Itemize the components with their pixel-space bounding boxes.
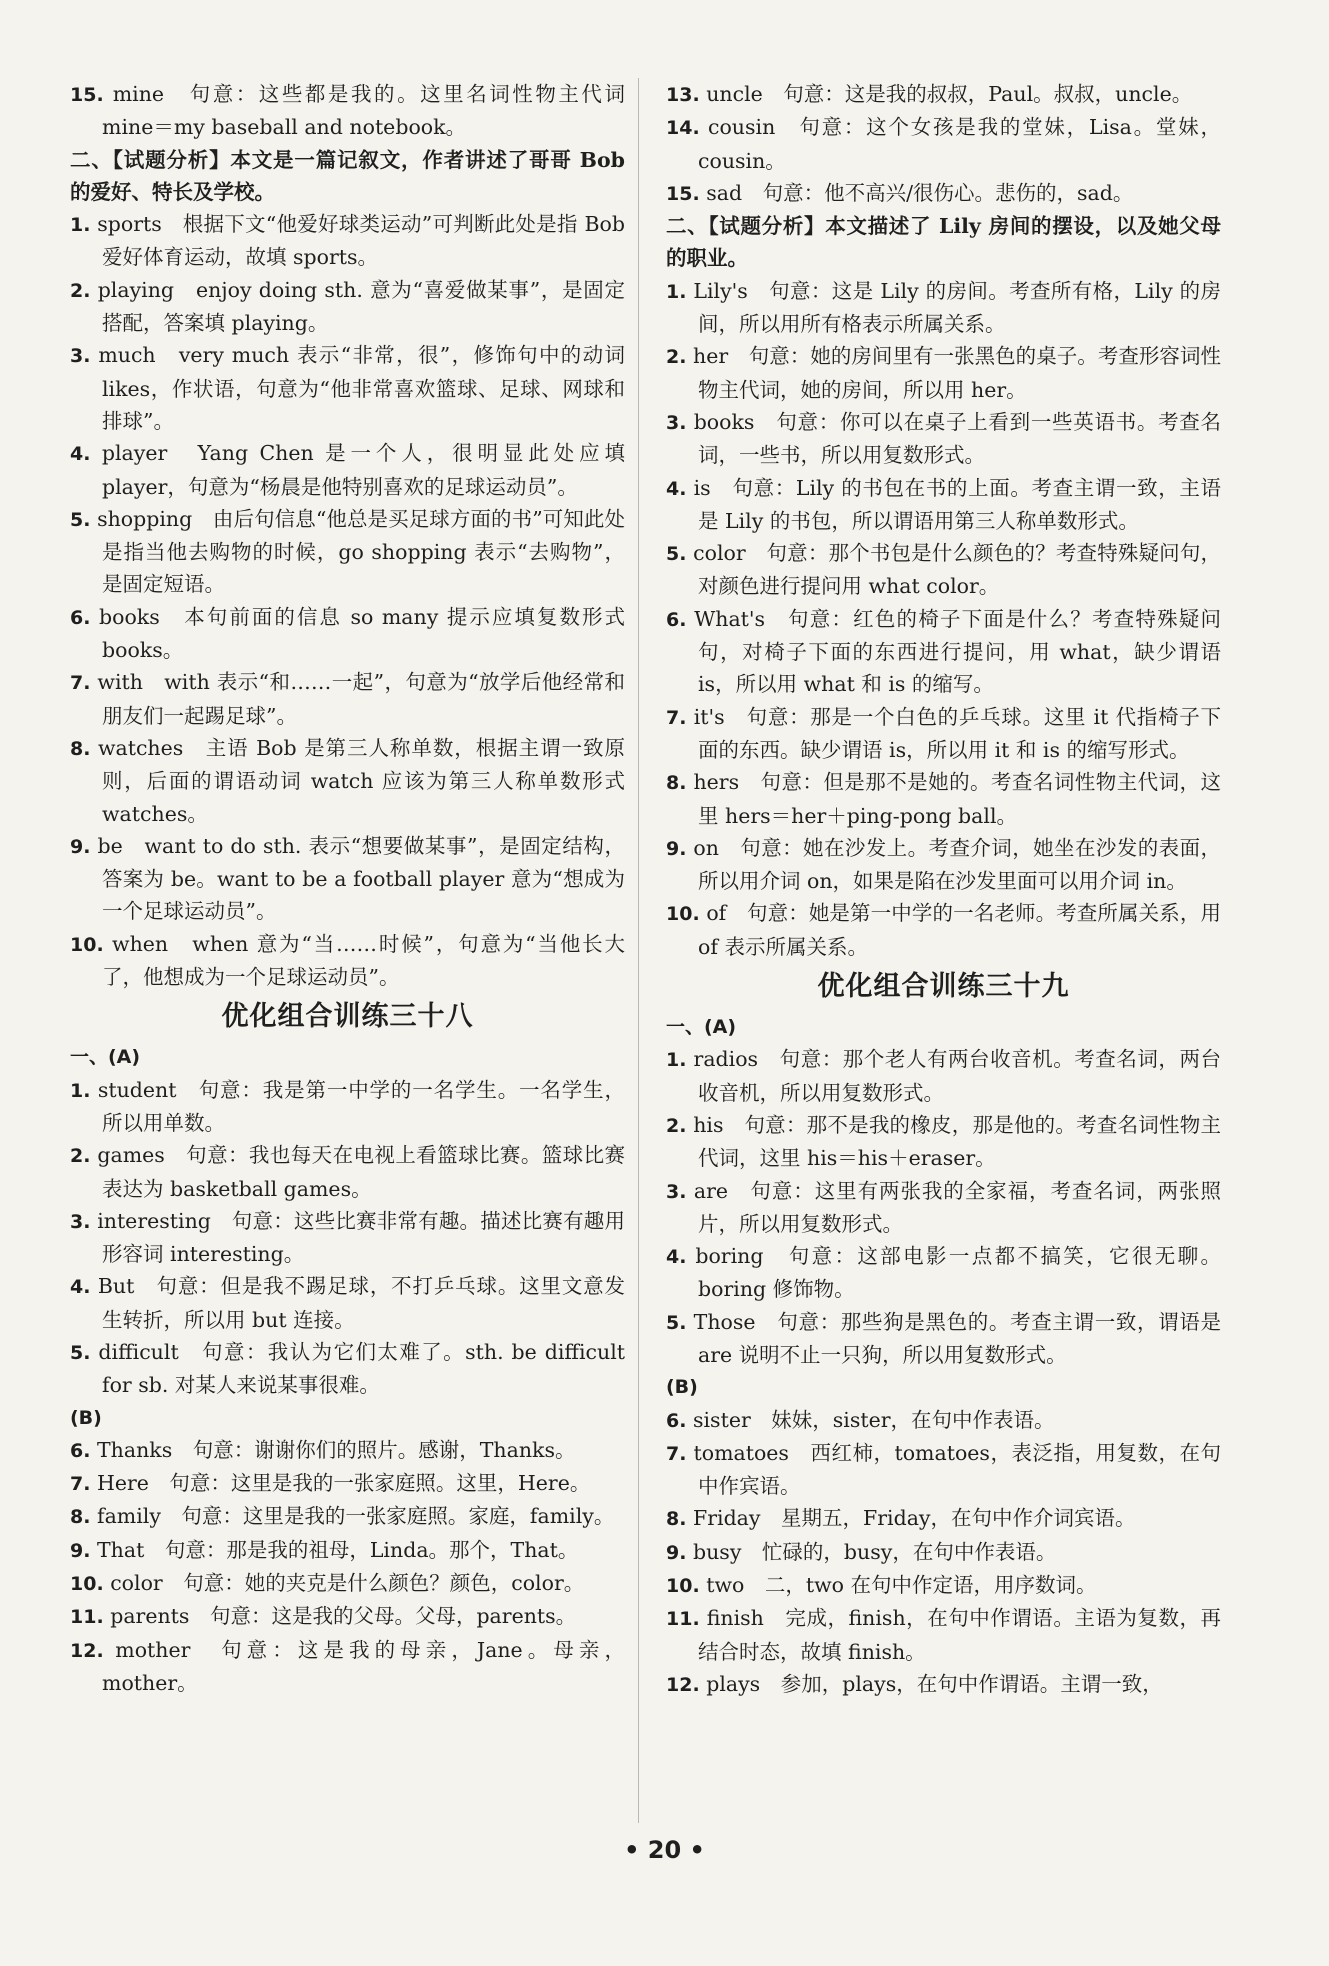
item-text: color 句意：那个书包是什么颜色的？考查特殊疑问句，对颜色进行提问用 what color。 [693, 541, 1221, 599]
answer-item [70, 1567, 625, 1600]
answer-item [70, 437, 625, 503]
item-text: his 句意：那不是我的橡皮，那是他的。考查名词性物主代词，这里 his＝his＋eraser。 [693, 1112, 1221, 1171]
answer-item [666, 701, 1221, 767]
item-number: 8. [666, 1508, 687, 1531]
answer-item [666, 1668, 1221, 1701]
item-text: mother 句意：这是我的母亲，Jane。母亲，mother。 [102, 1637, 625, 1695]
item-number: 1. [70, 1079, 91, 1102]
answer-item [666, 177, 1221, 210]
item-text: much very much 表示“非常，很”，修饰句中的动词 likes，作状语，句意为“他非常喜欢篮球、足球、网球和排球”。 [98, 343, 625, 433]
item-text: Thanks 句意：谢谢你们的照片。感谢，Thanks。 [96, 1437, 576, 1462]
item-text: when when 意为“当……时候”，句意为“当他长大了，他想成为一个足球运动员”。 [102, 931, 625, 990]
item-number: 5. [666, 1311, 687, 1334]
section-analysis: 二、【试题分析】本文是一篇记叙文，作者讲述了哥哥 Bob 的爱好、特长及学校。 [70, 147, 625, 204]
item-text: hers 句意：但是那不是她的。考查名词性物主代词，这里 hers＝her＋ping-pong ball。 [693, 770, 1221, 828]
item-text: radios 句意：那个老人有两台收音机。考查名词，两台收音机，所以用复数形式。 [693, 1047, 1221, 1105]
item-text: Those 句意：那些狗是黑色的。考查主谓一致，谓语是 are 说明不止一只狗，所以用复数形式。 [693, 1309, 1221, 1367]
item-number: 10. [666, 1575, 700, 1598]
item-number: 9. [666, 1541, 687, 1564]
item-number: 12. [666, 1673, 700, 1696]
answer-item [666, 766, 1221, 832]
answer-item [70, 1467, 625, 1500]
item-text: be want to do sth. 表示“想要做某事”，是固定结构，答案为 be。want to be a football player 意为“想成为一个足球运动员”。 [97, 833, 625, 924]
answer-item [70, 1074, 625, 1140]
item-number: 3. [666, 411, 687, 434]
item-text: it's 句意：那是一个白色的乒乓球。这里 it 代指椅子下面的东西。缺少谓语 is，所以用 it 和 is 的缩写形式。 [693, 704, 1221, 762]
item-number: 4. [666, 1246, 687, 1269]
answer-item [70, 666, 625, 732]
answer-item [70, 732, 625, 830]
item-number: 8. [70, 1506, 91, 1529]
item-number: 1. [666, 280, 687, 303]
answer-item [70, 1205, 625, 1271]
item-number: 1. [666, 1049, 687, 1072]
item-number: 15. [666, 182, 700, 205]
item-number: 7. [666, 1442, 687, 1465]
item-number: 6. [666, 1409, 687, 1432]
item-text: tomatoes 西红柿，tomatoes，表泛指，用复数，在句中作宾语。 [693, 1440, 1221, 1499]
answer-item [70, 928, 625, 994]
item-text: shopping 由后句信息“他总是买足球方面的书”可知此处是指当他去购物的时候，go shopping 表示“去购物”，是固定短语。 [97, 506, 625, 597]
answer-item [666, 897, 1221, 963]
item-text: busy 忙碌的，busy，在句中作表语。 [692, 1539, 1057, 1564]
item-text: That 句意：那是我的祖母，Linda。那个，That。 [96, 1537, 579, 1562]
item-number: 10. [666, 903, 700, 926]
item-number: 2. [666, 1114, 687, 1137]
right-column [666, 78, 1221, 1701]
answer-item [666, 1306, 1221, 1372]
item-text: plays 参加，plays，在句中作谓语。主谓一致， [706, 1671, 1163, 1696]
exercise-title: 优化组合训练三十九 [817, 971, 1070, 1003]
item-number: 9. [70, 835, 91, 858]
answer-item [666, 111, 1221, 177]
answer-item [666, 1569, 1221, 1602]
item-number: 4. [666, 477, 687, 500]
item-text: But 句意：但是我不踢足球，不打乒乓球。这里文意发生转折，所以用 but 连接。 [97, 1274, 625, 1332]
item-number: 6. [70, 1439, 91, 1462]
item-number: 5. [666, 543, 687, 566]
item-text: with with 表示“和……一起”，句意为“放学后他经常和朋友们一起踢足球”。 [97, 670, 625, 728]
item-number: 7. [70, 1473, 91, 1496]
answer-item [70, 1434, 625, 1467]
item-text: books 句意：你可以在桌子上看到一些英语书。考查名词，一些书，所以用复数形式。 [693, 409, 1221, 468]
answer-item [666, 1175, 1221, 1241]
item-number: 3. [666, 1180, 687, 1203]
item-number: 11. [666, 1608, 700, 1631]
item-number: 8. [70, 737, 91, 760]
answer-item [666, 1240, 1221, 1306]
item-text: books 本句前面的信息 so many 提示应填复数形式 books。 [99, 604, 625, 663]
item-text: boring 句意：这部电影一点都不搞笑，它很无聊。boring 修饰物。 [695, 1244, 1221, 1302]
answer-item [70, 274, 625, 340]
item-text: sister 妹妹，sister，在句中作表语。 [692, 1407, 1055, 1432]
item-number: 11. [70, 1606, 104, 1629]
exercise-title: 优化组合训练三十八 [221, 1001, 474, 1033]
item-number: 14. [666, 117, 700, 140]
item-number: 6. [70, 606, 91, 629]
part-heading: 一、(A) [666, 1016, 737, 1039]
answer-item [666, 1602, 1221, 1668]
answer-item [70, 1600, 625, 1633]
item-number: 10. [70, 1573, 104, 1596]
item-text: difficult 句意：我认为它们太难了。sth. be difficult for sb. 对某人来说某事很难。 [98, 1339, 625, 1398]
answer-item [70, 78, 625, 144]
item-text: family 句意：这里是我的一张家庭照。家庭，family。 [96, 1504, 615, 1529]
page-number: • 20 • [624, 1836, 705, 1864]
answer-item [666, 472, 1221, 538]
column-divider [638, 78, 639, 1823]
answer-item [70, 601, 625, 667]
item-text: watches 主语 Bob 是第三人称单数，根据主谓一致原则，后面的谓语动词 watch 应该为第三人称单数形式 watches。 [97, 735, 625, 826]
answer-item [666, 832, 1221, 898]
section-analysis: 二、【试题分析】本文描述了 Lily 房间的摆设，以及她父母的职业。 [666, 214, 1221, 271]
item-text: games 句意：我也每天在电视上看篮球比赛。篮球比赛表达为 basketball games。 [97, 1143, 625, 1201]
answer-item [70, 1500, 625, 1533]
item-number: 7. [666, 706, 687, 729]
item-number: 1. [70, 214, 91, 237]
part-heading: (B) [666, 1376, 698, 1399]
item-number: 2. [70, 1145, 91, 1168]
item-number: 6. [666, 608, 687, 631]
item-number: 3. [70, 345, 91, 368]
answer-item [666, 78, 1221, 111]
item-number: 4. [70, 1276, 91, 1299]
answer-item [70, 1534, 625, 1567]
answer-item [666, 1536, 1221, 1569]
left-column [70, 78, 625, 1699]
item-number: 9. [70, 1539, 91, 1562]
item-number: 9. [666, 837, 687, 860]
item-text: parents 句意：这是我的父母。父母，parents。 [110, 1604, 577, 1629]
answer-item [666, 1502, 1221, 1535]
answer-item [666, 1043, 1221, 1109]
item-text: finish 完成，finish，在句中作谓语。主语为复数，再结合时态，故填 finish。 [698, 1606, 1221, 1664]
item-number: 4. [70, 443, 91, 466]
item-text: her 句意：她的房间里有一张黑色的桌子。考查形容词性物主代词，她的房间，所以用 her。 [693, 344, 1221, 402]
item-text: two 二，two 在句中作定语，用序数词。 [706, 1573, 1097, 1598]
item-number: 13. [666, 84, 700, 106]
item-text: of 句意：她是第一中学的一名老师。考查所属关系，用 of 表示所属关系。 [698, 901, 1221, 959]
answer-item [70, 1139, 625, 1205]
item-number: 12. [70, 1639, 104, 1662]
item-number: 3. [70, 1210, 91, 1233]
item-text: is 句意：Lily 的书包在书的上面。考查主谓一致，主语是 Lily 的书包，所以谓语用第三人称单数形式。 [693, 475, 1221, 533]
answer-item [666, 537, 1221, 603]
item-text: player Yang Chen 是一个人，很明显此处应填 player，句意为“杨晨是他特别喜欢的足球运动员”。 [101, 441, 625, 499]
item-text: What's 句意：红色的椅子下面是什么？考查特殊疑问句，对椅子下面的东西进行提问，用 what，缺少谓语 is，所以用 what 和 is 的缩写。 [694, 606, 1221, 697]
item-text: uncle 句意：这是我的叔叔，Paul。叔叔，uncle。 [706, 82, 1193, 106]
answer-item [70, 503, 625, 601]
item-number: 5. [70, 1341, 91, 1364]
item-number: 10. [70, 933, 104, 956]
answer-item [70, 339, 625, 437]
answer-item [666, 603, 1221, 701]
part-heading: (B) [70, 1406, 102, 1429]
item-text: cousin 句意：这个女孩是我的堂妹，Lisa。堂妹，cousin。 [698, 115, 1221, 173]
answer-item [666, 406, 1221, 472]
item-text: on 句意：她在沙发上。考查介词，她坐在沙发的表面，所以用介词 on，如果是陷在沙发里面可以用介词 in。 [693, 835, 1221, 894]
item-text: mine 句意：这些都是我的。这里名词性物主代词 mine＝my baseball and notebook。 [102, 82, 625, 140]
item-text: Friday 星期五，Friday，在句中作介词宾语。 [692, 1506, 1136, 1531]
item-text: student 句意：我是第一中学的一名学生。一名学生，所以用单数。 [97, 1077, 625, 1135]
part-heading: 一、(A) [70, 1046, 141, 1069]
item-number: 7. [70, 672, 91, 695]
item-number: 8. [666, 772, 687, 795]
item-number: 5. [70, 508, 91, 531]
answer-item [666, 340, 1221, 406]
answer-item [70, 1634, 625, 1700]
item-number: 2. [666, 346, 687, 369]
item-text: sports 根据下文“他爱好球类运动”可判断此处是指 Bob 爱好体育运动，故填 sports。 [97, 212, 625, 270]
item-text: interesting 句意：这些比赛非常有趣。描述比赛有趣用形容词 interesting。 [97, 1208, 625, 1267]
answer-item [666, 1404, 1221, 1437]
item-number: 15. [70, 84, 104, 106]
item-text: Lily's 句意：这是 Lily 的房间。考查所有格，Lily 的房间，所以用所有格表示所属关系。 [693, 278, 1221, 337]
item-text: color 句意：她的夹克是什么颜色？颜色，color。 [110, 1571, 585, 1596]
answer-item [666, 1109, 1221, 1175]
answer-item [70, 1336, 625, 1402]
answer-item [666, 1437, 1221, 1503]
item-text: sad 句意：他不高兴/很伤心。悲伤的，sad。 [706, 180, 1134, 205]
answer-item [666, 275, 1221, 341]
item-text: are 句意：这里有两张我的全家福，考查名词，两张照片，所以用复数形式。 [693, 1178, 1221, 1236]
answer-item [70, 830, 625, 928]
answer-item [70, 208, 625, 274]
item-text: Here 句意：这里是我的一张家庭照。这里，Here。 [96, 1471, 591, 1496]
item-text: playing enjoy doing sth. 意为“喜爱做某事”，是固定搭配，答案填 playing。 [97, 277, 625, 336]
item-number: 2. [70, 279, 91, 302]
answer-item [70, 1270, 625, 1336]
